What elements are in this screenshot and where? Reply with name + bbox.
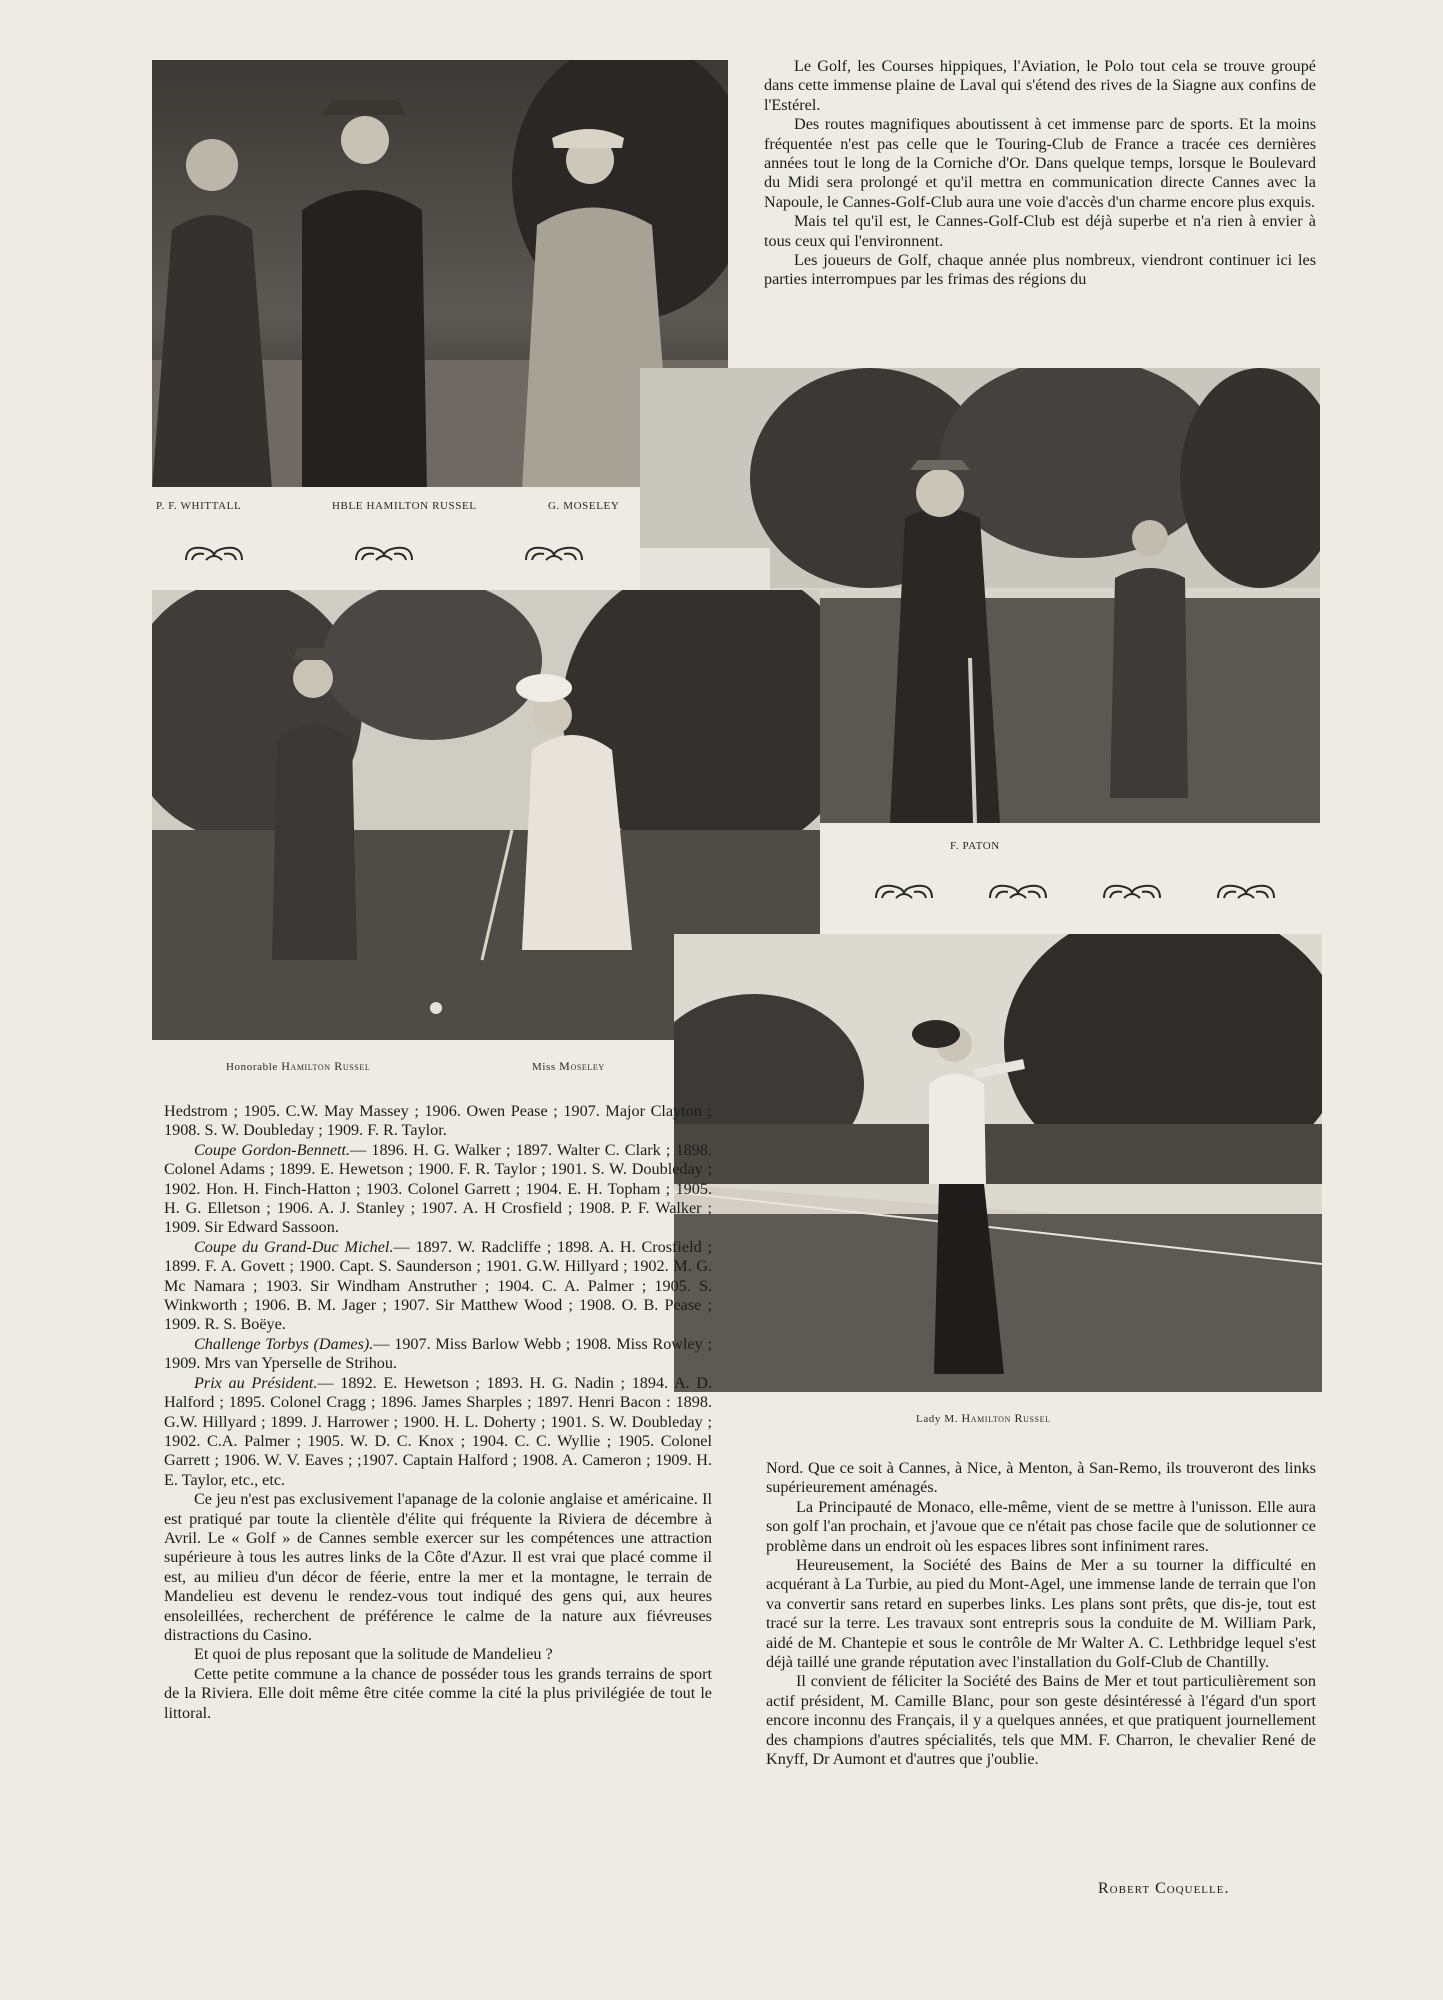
cup-subtitle: (Dames). bbox=[313, 1334, 374, 1353]
paragraph: Les joueurs de Golf, chaque année plus nombreux, viendront continuer ici les parties interrompues par les frimas des régions du bbox=[764, 251, 1316, 289]
paragraph: Cette petite commune a la chance de posséder tous les grands terrains de sport de la Riviera. Elle doit même être citée comme la cité la plus privilégiée de tout le littoral. bbox=[164, 1664, 712, 1722]
paragraph bbox=[164, 1141, 712, 1238]
text-bottom-right bbox=[766, 1459, 1316, 1770]
caption-honorable-name: Hamilton Russel bbox=[281, 1059, 371, 1073]
photo-lady-swing bbox=[674, 934, 1322, 1392]
caption-moseley: G. MOSELEY bbox=[548, 500, 620, 512]
caption-miss-moseley bbox=[532, 1059, 605, 1074]
ornament-icon bbox=[1100, 880, 1164, 902]
paragraph: Il convient de féliciter la Société des Bains de Mer et tout particulièrement son actif président, M. Camille Blanc, pour son geste désintéressé à l'égard d'un sport encore inconnu des Français, il y a quelques années, et que pratiquent journellement des champions d'autres spécialités, tels que MM. F. Charron, le chevalier René de Knyff, Dr Aumont et d'autres que j'oublie. bbox=[766, 1672, 1316, 1769]
cup-winners: — 1907. Miss Barlow Webb ; 1908. Miss Rowley ; 1909. Mrs van Yperselle de Strihou. bbox=[164, 1334, 713, 1373]
caption-lady: Lady M. bbox=[916, 1413, 959, 1425]
ornament-icon bbox=[872, 880, 936, 902]
text-left-column bbox=[164, 1102, 712, 1723]
caption-miss: Miss bbox=[532, 1061, 556, 1073]
caption-honorable: Honorable bbox=[226, 1061, 278, 1073]
caption-paton: F. PATON bbox=[950, 840, 1000, 852]
caption-honorable-hamilton-russel bbox=[226, 1059, 370, 1074]
cup-title: Coupe Gordon-Bennett. bbox=[194, 1140, 351, 1159]
paragraph: La Principauté de Monaco, elle-même, vient de se mettre à l'unisson. Elle aura son golf l'an prochain, et j'avoue que ce n'était pas chose facile que de solutionner ce problème dans un endroit où les espaces libres sont infiniment rares. bbox=[766, 1497, 1316, 1555]
paragraph: Ce jeu n'est pas exclusivement l'apanage de la colonie anglaise et américaine. Il est pratiqué par toute la clientèle d'élite qui fréquente la Riviera de décembre à Avril. Le « Golf » de Cannes semble exercer sur les compétences une attraction supérieure à tous les autres links de la Côte d'Azur. Il est vrai que placé comme il est, au milieu d'un décor de féerie, entre la mer et la montagne, le terrain de Mandelieu est devenu le rendez-vous tout indiqué des gens qui, aux heures ensoleillées, recherchent de préférence le calme de la nature aux fiévreuses distractions du Casino. bbox=[164, 1490, 712, 1644]
caption-whittall: P. F. WHITTALL bbox=[156, 500, 242, 512]
author-signature: Robert Coquelle. bbox=[1098, 1880, 1230, 1897]
paragraph: Et quoi de plus reposant que la solitude de Mandelieu ? bbox=[194, 1645, 553, 1664]
cup-title: Challenge Torbys bbox=[194, 1334, 309, 1353]
paragraph bbox=[164, 1238, 712, 1335]
paragraph bbox=[164, 1335, 712, 1374]
cup-winners: — 1892. E. Hewetson ; 1893. H. G. Nadin ; 1894. A. D. Halford ; 1895. Colonel Cragg ; 1896. James Sharples ; 1897. Henri Bacon : 1898. G.W. Hillyard ; 1899. J. Harrower ; 1900. H. L. Doherty ; 1901. S. W. Doubleday ; 1902. C.A. Palmer ; 1905. W. D. C. Knox ; 1904. C. C. Wyllie ; 1905. Colonel Garrett ; 1906. W. V. Eaves ; ;1907. Captain Halford ; 1908. A. Cameron ; 1909. H. E. Taylor, etc., etc. bbox=[164, 1373, 712, 1489]
caption-lady-name: Hamilton Russel bbox=[961, 1411, 1051, 1425]
paragraph bbox=[164, 1374, 712, 1490]
ornament-icon bbox=[986, 880, 1050, 902]
paragraph: Des routes magnifiques aboutissent à cet immense parc de sports. Et la moins fréquentée n'est pas celle que le Touring-Club de France a tracée ces dernières années tout le long de la Corniche d'Or. Dans quelque temps, lorsque le Boulevard du Midi sera prolongé et qu'il mettra en communication directe Cannes avec la Napoule, le Cannes-Golf-Club aura une voie d'accès d'un charme encore plus exquis. bbox=[764, 115, 1316, 211]
cup-winners: — 1897. W. Radcliffe ; 1898. A. H. Crosfield ; 1899. F. A. Govett ; 1900. Capt. S. Saunderson ; 1901. G.W. Hillyard ; 1902. M. G. Mc Namara ; 1903. Sir Windham Anstruther ; 1904. C. A. Palmer ; 1905. S. Winkworth ; 1906. B. M. Jager ; 1907. Sir Matthew Wood ; 1908. O. B. Pease ; 1909. R. S. Boëye. bbox=[164, 1237, 712, 1334]
caption-lady-hamilton-russel bbox=[916, 1411, 1051, 1426]
paragraph: Mais tel qu'il est, le Cannes-Golf-Club est déjà superbe et n'a rien à envier à tous ceux qui l'environnent. bbox=[764, 212, 1316, 250]
cup-winners: — 1896. H. G. Walker ; 1897. Walter C. Clark ; 1898. Colonel Adams ; 1899. E. Hewetson ; 1900. F. R. Taylor ; 1901. S. W. Doubleday ; 1902. Hon. H. Finch-Hatton ; 1903. Colonel Garrett ; 1904. E. H. Topham ; 1905. H. G. Elletson ; 1906. A. J. Stanley ; 1907. A. H Crosfield ; 1908. P. F. Walker ; 1909. Sir Edward Sassoon. bbox=[164, 1140, 712, 1237]
paragraph: Hedstrom ; 1905. C.W. May Massey ; 1906. Owen Pease ; 1907. Major Clayton ; 1908. S. W. Doubleday ; 1909. F. R. Taylor. bbox=[164, 1102, 712, 1140]
caption-hamilton-russel: HBLE HAMILTON RUSSEL bbox=[332, 500, 477, 512]
ornament-icon bbox=[1214, 880, 1278, 902]
paragraph: Heureusement, la Société des Bains de Mer a su tourner la difficulté en acquérant à La Turbie, au pied du Mont-Agel, une immense lande de terrain que l'on va convertir sans retard en superbes links. Les plans sont prêts, que dis-je, tout est tracé sur la terre. Les travaux sont entrepris sous la conduite de M. William Park, aidé de M. Chantepie et sous le contrôle de Mr Walter A. C. Lethbridge lequel s'est déjà taillé une grande réputation avec l'installation du Golf-Club de Chantilly. bbox=[766, 1556, 1316, 1672]
paragraph: Nord. Que ce soit à Cannes, à Nice, à Menton, à San-Remo, ils trouveront des links supérieurement aménagés. bbox=[766, 1459, 1316, 1497]
cup-title: Prix au Président. bbox=[194, 1373, 318, 1392]
cup-title: Coupe du Grand-Duc Michel. bbox=[194, 1237, 394, 1256]
ornament-icon bbox=[352, 542, 416, 564]
paragraph: Le Golf, les Courses hippiques, l'Aviation, le Polo tout cela se trouve groupé dans cette immense plaine de Laval qui s'étend des rives de la Siagne aux confins de l'Estérel. bbox=[764, 57, 1316, 114]
ornament-icon bbox=[522, 542, 586, 564]
caption-miss-name: Moseley bbox=[559, 1059, 605, 1073]
ornament-icon bbox=[182, 542, 246, 564]
text-top-right bbox=[764, 57, 1316, 290]
